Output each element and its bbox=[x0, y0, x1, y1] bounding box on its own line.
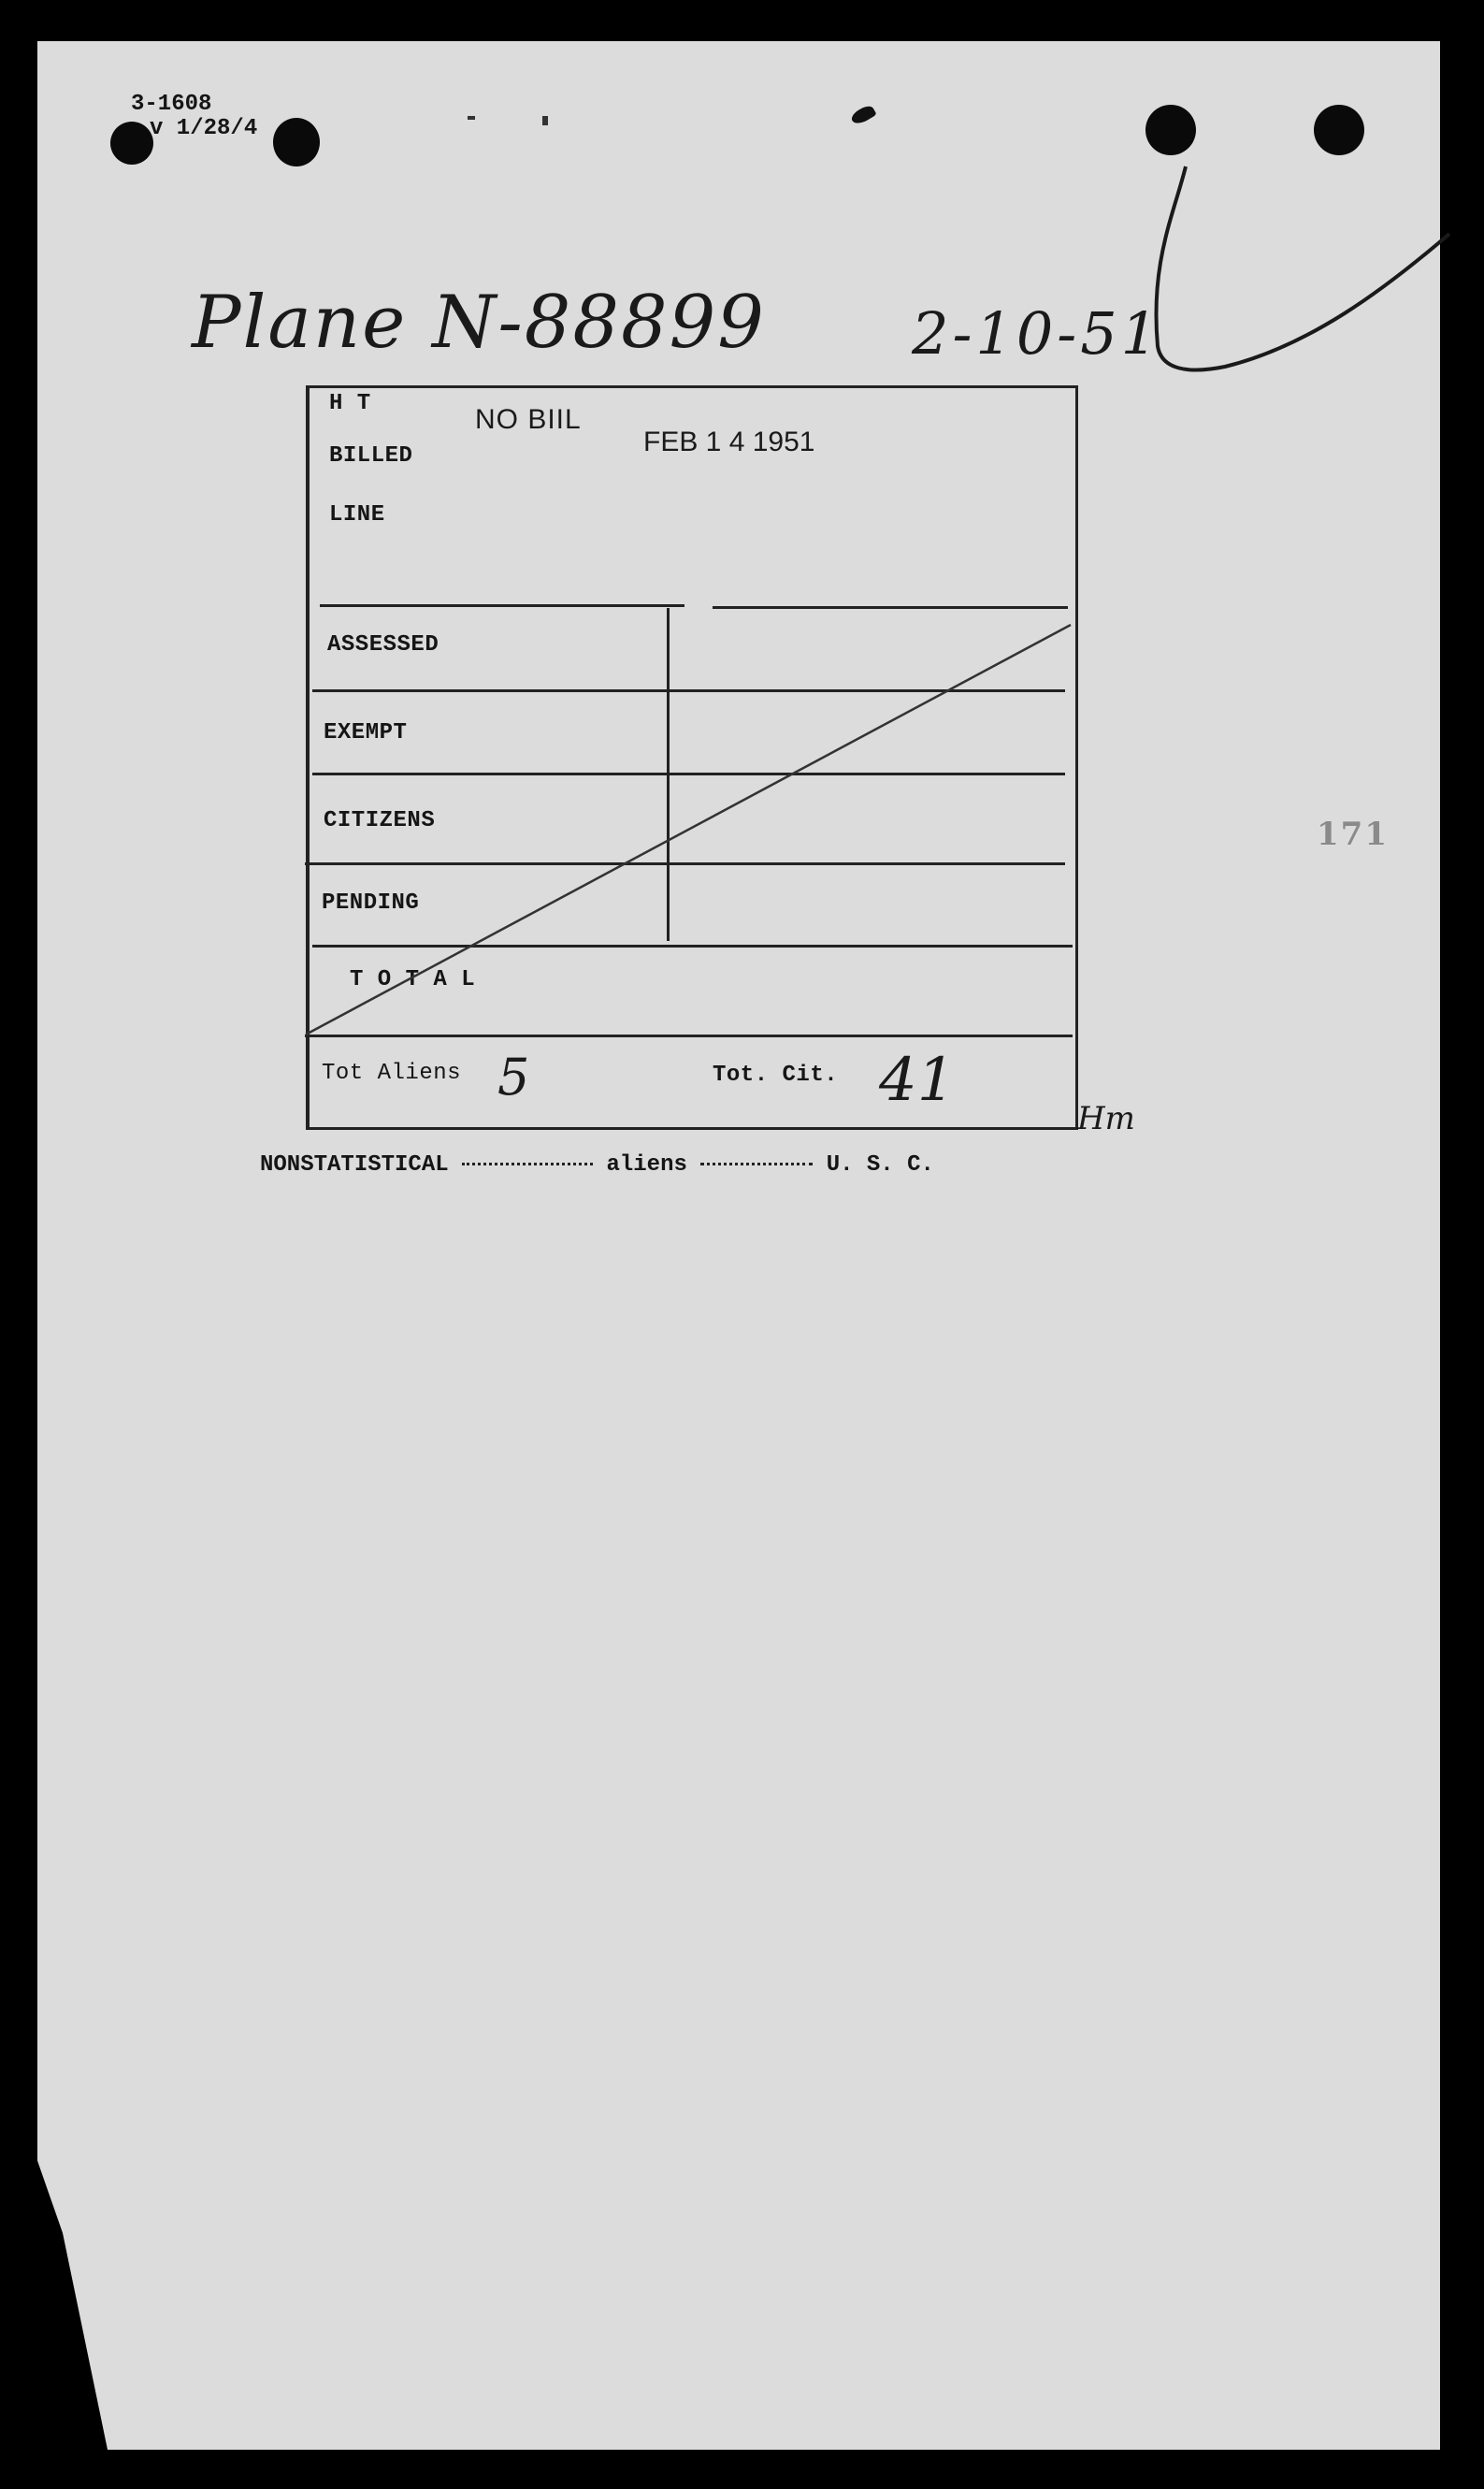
handwritten-initials: Hm bbox=[1077, 1100, 1135, 1137]
punch-hole-right-1 bbox=[1145, 105, 1196, 155]
label-billed: BILLED bbox=[329, 443, 413, 469]
no-bill-stamp: NO BIIL bbox=[475, 404, 582, 435]
label-ht: H T bbox=[329, 391, 371, 416]
row-label-exempt: EXEMPT bbox=[324, 720, 408, 745]
punch-hole-right-2 bbox=[1314, 105, 1364, 155]
nonstatistical-aliens-blank bbox=[462, 1163, 593, 1165]
tot-aliens-value: 5 bbox=[497, 1048, 530, 1107]
tot-aliens-label: Tot Aliens bbox=[322, 1061, 462, 1086]
speck-3 bbox=[542, 116, 548, 125]
punch-hole-left bbox=[110, 122, 153, 165]
check-mark-stroke bbox=[1122, 159, 1459, 383]
nonstatistical-usc-blank bbox=[700, 1163, 813, 1165]
handwritten-plane-number: Plane N-88899 bbox=[192, 281, 766, 365]
row-label-assessed: ASSESSED bbox=[327, 632, 439, 658]
row-label-citizens: CITIZENS bbox=[324, 808, 436, 833]
tot-cit-value: 41 bbox=[879, 1046, 956, 1115]
nonstatistical-usc-label: U. S. C. bbox=[826, 1152, 934, 1178]
header-rule-left bbox=[320, 604, 684, 607]
nonstatistical-line bbox=[260, 1152, 934, 1178]
form-revision: v 1/28/4 bbox=[150, 116, 258, 141]
page-number: 171 bbox=[1317, 816, 1389, 853]
row-label-total: T O T A L bbox=[350, 967, 476, 992]
speck-2 bbox=[468, 116, 475, 120]
label-line: LINE bbox=[329, 502, 385, 528]
nonstatistical-aliens-label: aliens bbox=[606, 1152, 687, 1178]
tot-cit-label: Tot. Cit. bbox=[713, 1063, 839, 1088]
diagonal-cancel-line bbox=[304, 617, 1080, 1038]
handwritten-date: 2-10-51 bbox=[912, 299, 1162, 368]
received-date-stamp: FEB 1 4 1951 bbox=[643, 427, 815, 457]
form-number: 3-1608 bbox=[131, 92, 212, 117]
header-rule-right bbox=[713, 606, 1068, 609]
row-label-pending: PENDING bbox=[322, 890, 420, 916]
punch-hole-left-2 bbox=[273, 118, 320, 166]
nonstatistical-label: NONSTATISTICAL bbox=[260, 1152, 449, 1178]
